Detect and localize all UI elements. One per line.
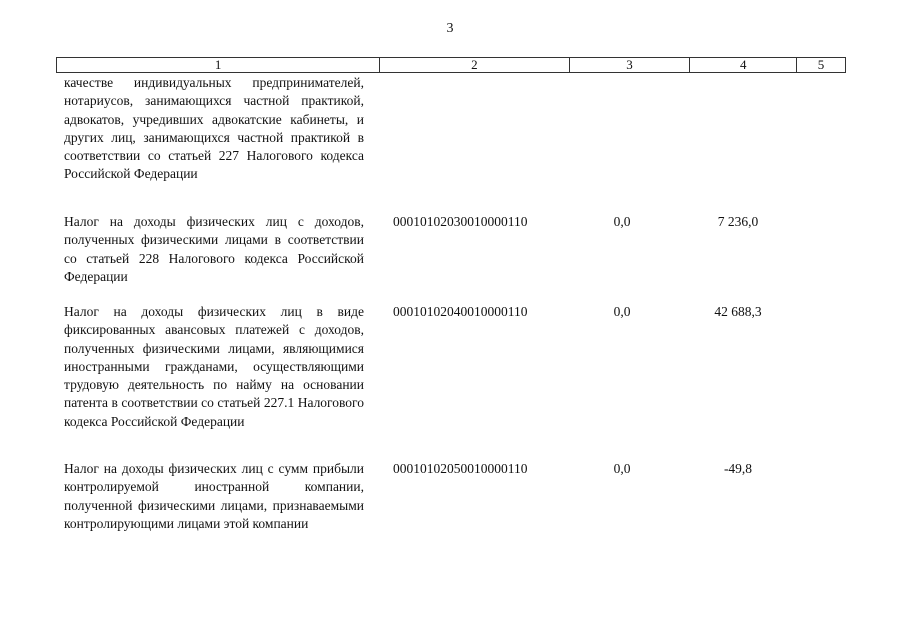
column-header-5: 5 bbox=[817, 57, 825, 72]
column-header-1: 1 bbox=[57, 58, 380, 72]
table-column-header bbox=[56, 57, 846, 73]
column-4-value: -49,8 bbox=[723, 461, 753, 476]
page-number: 3 bbox=[446, 21, 454, 36]
income-name-cell: Налог на доходы физических лиц с доходов, полученных физическими лицами в соответствии со статьей 228 Налогового кодекса Российской Федерации bbox=[64, 214, 364, 284]
column-3-value: 0,0 bbox=[613, 304, 631, 319]
column-header-4: 4 bbox=[690, 58, 797, 72]
income-code-cell: 00010102050010000110 bbox=[393, 461, 528, 476]
income-name-cell: Налог на доходы физических лиц в виде фиксированных авансовых платежей с доходов, полученных физическими лицами, являющимися иностранными гражданами, осуществляющими трудовую деятельность по найму на основании патента в соответствии со статьей 227.1 Налогового кодекса Российской Федерации bbox=[64, 304, 364, 429]
column-4-value: 7 236,0 bbox=[717, 214, 759, 229]
column-3-value: 0,0 bbox=[613, 461, 631, 476]
column-header-2: 2 bbox=[380, 58, 570, 72]
income-name-cell: качестве индивидуальных предпринимателей, нотариусов, занимающихся частной практикой, адвокатов, учредивших адвокатские кабинеты, и других лиц, занимающихся частной практикой в соответствии со статьей 227 Налогового кодекса Российской Федерации bbox=[64, 75, 364, 182]
income-code-cell: 00010102040010000110 bbox=[393, 304, 528, 319]
income-name-cell: Налог на доходы физических лиц с сумм прибыли контролируемой иностранной компании, полученной физическими лицами, признаваемыми контролирующими лицами этой компании bbox=[64, 461, 364, 531]
column-4-value: 42 688,3 bbox=[714, 304, 762, 319]
income-code-cell: 00010102030010000110 bbox=[393, 214, 528, 229]
column-3-value: 0,0 bbox=[613, 214, 631, 229]
column-header-3: 3 bbox=[570, 58, 691, 72]
